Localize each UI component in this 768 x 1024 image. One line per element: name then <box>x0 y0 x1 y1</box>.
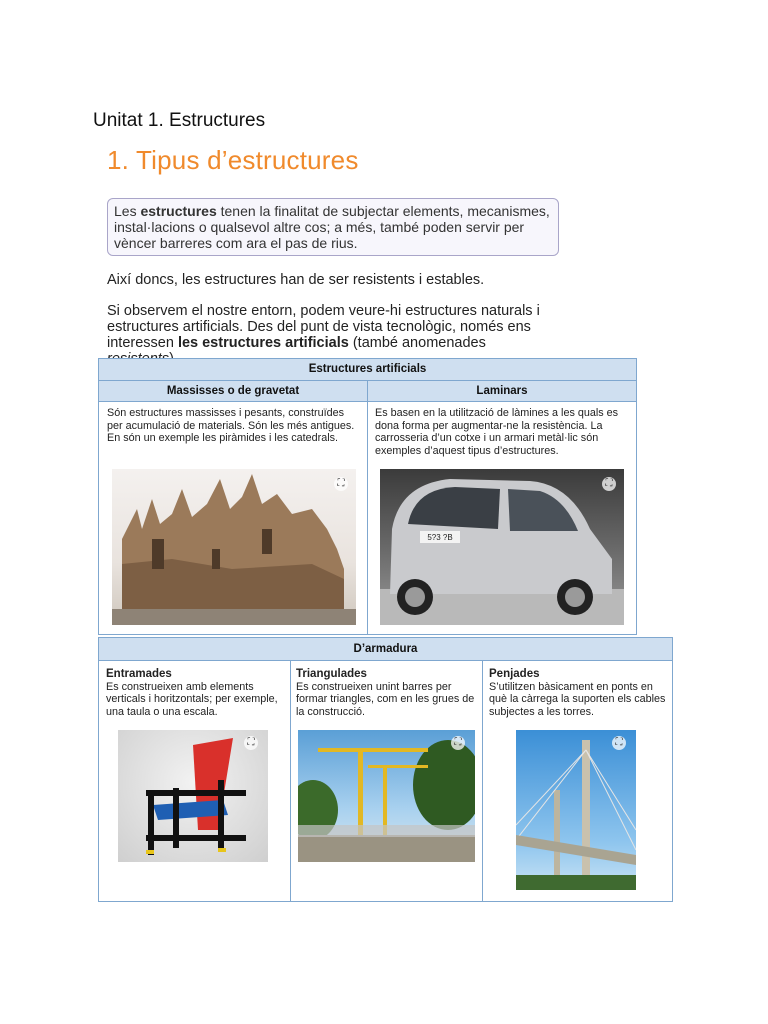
table-framework-divider-1 <box>290 660 291 901</box>
paragraph-2-bold: les estructures artificials <box>177 335 349 351</box>
plate-text: 5?3 ?B <box>427 533 453 542</box>
framed-title: Entramades <box>106 668 172 680</box>
laminar-description: Es basen en la utilització de làmines a les quals es dona forma per augmentar-ne la resistència. La carrosseria d’un cotxe i un armari metàl·lic són exemples d’aquest tipus d’estructures. <box>375 407 619 457</box>
framed-cell <box>106 668 286 718</box>
col-header-massive: Massisses o de gravetat <box>99 381 367 402</box>
crane-illustration <box>298 730 475 862</box>
bridge-illustration <box>516 730 636 890</box>
expand-icon[interactable]: ⛶ <box>244 736 258 750</box>
framed-description: Es construeixen amb elements verticals i horitzontals; per exemple, una taula o una escala. <box>106 680 278 718</box>
suspended-title: Penjades <box>489 668 540 680</box>
triangulated-cell <box>296 668 476 718</box>
expand-icon[interactable]: ⛶ <box>334 477 348 491</box>
car-illustration <box>380 469 624 625</box>
paragraph-1: Així doncs, les estructures han de ser resistents i estables. <box>107 272 485 288</box>
expand-icon[interactable]: ⛶ <box>612 736 626 750</box>
intro-bold: estructures <box>140 203 217 219</box>
intro-post: tenen la finalitat de subjectar elements, mecanismes, instal·lacions o qualsevol altre cos; a més, també poden servir per vèncer barreres com ara el pas de rius. <box>114 203 550 251</box>
expand-icon[interactable]: ⛶ <box>602 477 616 491</box>
triangulated-description: Es construeixen unint barres per formar triangles, com en les grues de la construcció. <box>296 680 475 718</box>
table-artificial-structures <box>98 358 637 635</box>
suspended-description: S’utilitzen bàsicament en ponts en què la càrrega la suporten els cables subjectes a les torres. <box>489 680 666 718</box>
massive-description: Són estructures massisses i pesants, construïdes per acumulació de materials. Són les més antigues. En són un exemple les piràmides i les catedrals. <box>107 407 355 444</box>
table-framework-divider-2 <box>482 660 483 901</box>
paragraph-2-pre: Si observem el nostre entorn, podem veure-hi estructures naturals i estructures artificials. Des del punt de vista tecnològic, només ens interessen <box>107 303 540 351</box>
section-heading: 1. Tipus d’estructures <box>107 145 359 175</box>
bridge-photo <box>516 730 636 890</box>
table-framework-header: D’armadura <box>99 638 672 661</box>
col-header-laminar: Laminars <box>368 381 636 402</box>
chair-photo <box>118 730 268 862</box>
table-artificial-header: Estructures artificials <box>99 359 636 381</box>
table-framework-structures <box>98 637 673 902</box>
paragraph-2-mid: (també anomenades <box>348 335 486 351</box>
document-title: Unitat 1. Estructures <box>93 110 266 131</box>
suspended-cell <box>489 668 669 718</box>
intro-pre: Les <box>114 203 141 219</box>
car-photo <box>380 469 624 625</box>
chair-illustration <box>118 730 268 862</box>
cathedral-illustration <box>112 469 356 625</box>
intro-box <box>107 198 559 256</box>
cathedral-photo <box>112 469 356 625</box>
triangulated-title: Triangulades <box>296 668 367 680</box>
crane-photo <box>298 730 475 862</box>
expand-icon[interactable]: ⛶ <box>451 736 465 750</box>
table-artificial-divider <box>367 381 368 634</box>
